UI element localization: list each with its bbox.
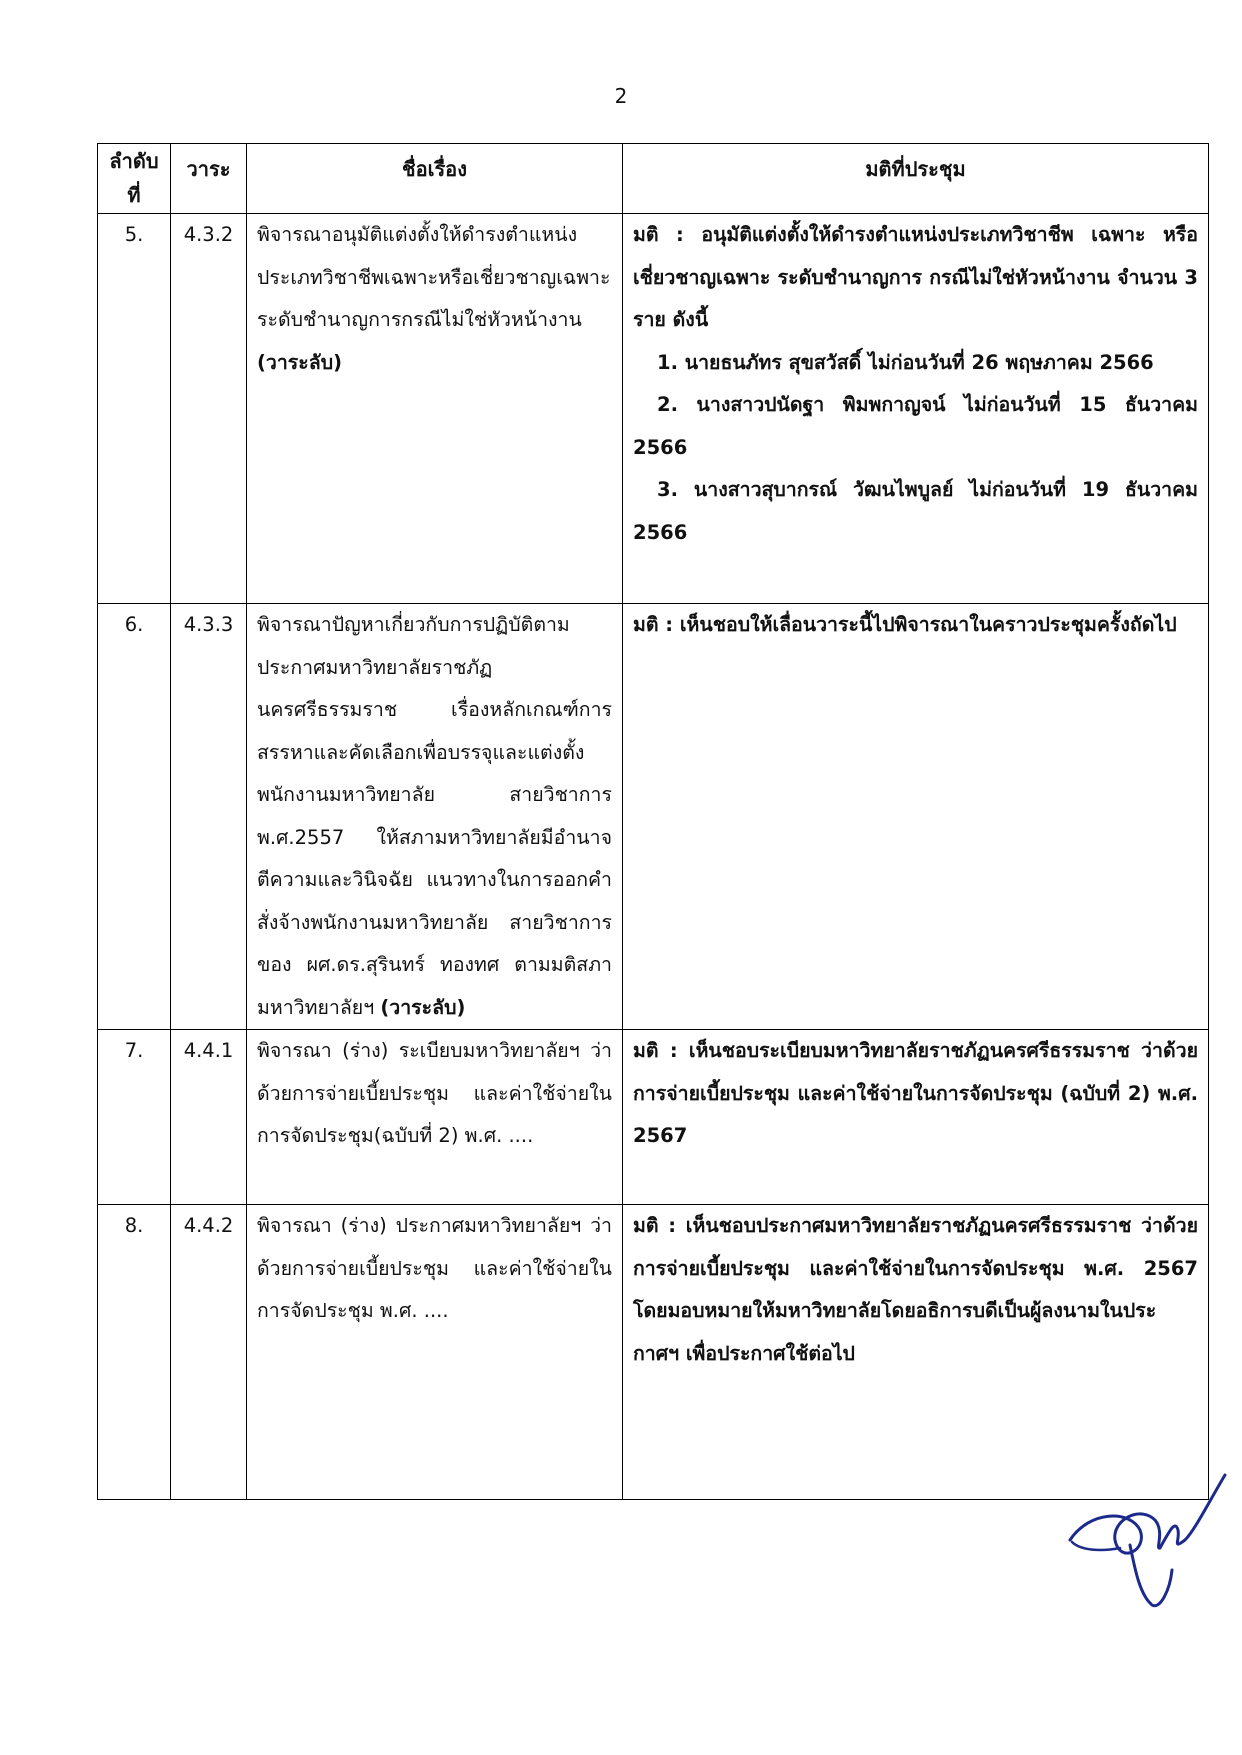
table-row (98, 604, 1209, 1030)
header-order: ลำดับที่ (98, 144, 171, 214)
row-order: 7. (98, 1030, 171, 1205)
row-resolution (623, 214, 1209, 604)
table-row (98, 1205, 1209, 1500)
row-agenda: 4.4.1 (171, 1030, 247, 1205)
row-agenda: 4.3.3 (171, 604, 247, 1030)
meeting-resolutions-table (97, 143, 1209, 1500)
resolution-text: มติ : อนุมัติแต่งตั้งให้ดำรงตำแหน่งประเภทวิชาชีพ เฉพาะ หรือเชี่ยวชาญเฉพาะ ระดับชำนาญการ กรณีไม่ใช่หัวหน้างาน จำนวน 3 ราย ดังนี้ (633, 223, 1198, 331)
page-number: 2 (614, 84, 628, 108)
confidential-tag: (วาระลับ) (257, 350, 342, 374)
row-subject (247, 214, 623, 604)
row-order: 6. (98, 604, 171, 1030)
resolution-item: 3. นางสาวสุบากรณ์ วัฒนไพบูลย์ ไม่ก่อนวันที่ 19 ธันวาคม 2566 (633, 478, 1198, 544)
row-resolution: มติ : เห็นชอบประกาศมหาวิทยาลัยราชภัฏนครศรีธรรมราช ว่าด้วยการจ่ายเบี้ยประชุม และค่าใช้จ่ายในการจัดประชุม พ.ศ. 2567 โดยมอบหมายให้มหาวิทยาลัยโดยอธิการบดีเป็นผู้ลงนามในประกาศฯ เพื่อประกาศใช้ต่อไป (623, 1205, 1209, 1500)
row-resolution: มติ : เห็นชอบระเบียบมหาวิทยาลัยราชภัฏนครศรีธรรมราช ว่าด้วยการจ่ายเบี้ยประชุม และค่าใช้จ่ายในการจัดประชุม (ฉบับที่ 2) พ.ศ. 2567 (623, 1030, 1209, 1205)
header-resolution: มติที่ประชุม (623, 144, 1209, 214)
table-row (98, 1030, 1209, 1205)
handwritten-signature (1060, 1470, 1230, 1620)
table-header-row (98, 144, 1209, 214)
resolution-item: 2. นางสาวปนัดฐา พิมพกาญจน์ ไม่ก่อนวันที่ 15 ธันวาคม 2566 (633, 393, 1198, 459)
row-agenda: 4.4.2 (171, 1205, 247, 1500)
row-order: 5. (98, 214, 171, 604)
row-subject: พิจารณา (ร่าง) ระเบียบมหาวิทยาลัยฯ ว่าด้วยการจ่ายเบี้ยประชุม และค่าใช้จ่ายในการจัดประชุม(ฉบับที่ 2) พ.ศ. .... (247, 1030, 623, 1205)
header-subject: ชื่อเรื่อง (247, 144, 623, 214)
confidential-tag: (วาระลับ) (380, 995, 466, 1019)
row-subject (247, 604, 623, 1030)
row-agenda: 4.3.2 (171, 214, 247, 604)
row-resolution: มติ : เห็นชอบให้เลื่อนวาระนี้ไปพิจารณาในคราวประชุมครั้งถัดไป (623, 604, 1209, 1030)
subject-text: พิจารณาปัญหาเกี่ยวกับการปฏิบัติตามประกาศมหาวิทยาลัยราชภัฏนครศรีธรรมราช เรื่องหลักเกณฑ์การสรรหาและคัดเลือกเพื่อบรรจุและแต่งตั้งพนักงานมหาวิทยาลัย สายวิชาการ พ.ศ.2557 ให้สภามหาวิทยาลัยมีอำนาจตีความและวินิจฉัย แนวทางในการออกคำสั่งจ้างพนักงานมหาวิทยาลัย สายวิชาการ ของ ผศ.ดร.สุรินทร์ ทองทศ ตามมติสภามหาวิทยาลัยฯ (257, 613, 612, 1019)
resolution-item: 1. นายธนภัทร สุขสวัสดิ์ ไม่ก่อนวันที่ 26 พฤษภาคม 2566 (657, 350, 1154, 374)
header-agenda: วาระ (171, 144, 247, 214)
table-row (98, 214, 1209, 604)
row-order: 8. (98, 1205, 171, 1500)
subject-text: พิจารณาอนุมัติแต่งตั้งให้ดำรงตำแหน่งประเภทวิชาชีพเฉพาะหรือเชี่ยวชาญเฉพาะ ระดับชำนาญการกรณีไม่ใช่หัวหน้างาน (257, 223, 611, 331)
row-subject: พิจารณา (ร่าง) ประกาศมหาวิทยาลัยฯ ว่าด้วยการจ่ายเบี้ยประชุม และค่าใช้จ่ายในการจัดประชุม พ.ศ. .... (247, 1205, 623, 1500)
